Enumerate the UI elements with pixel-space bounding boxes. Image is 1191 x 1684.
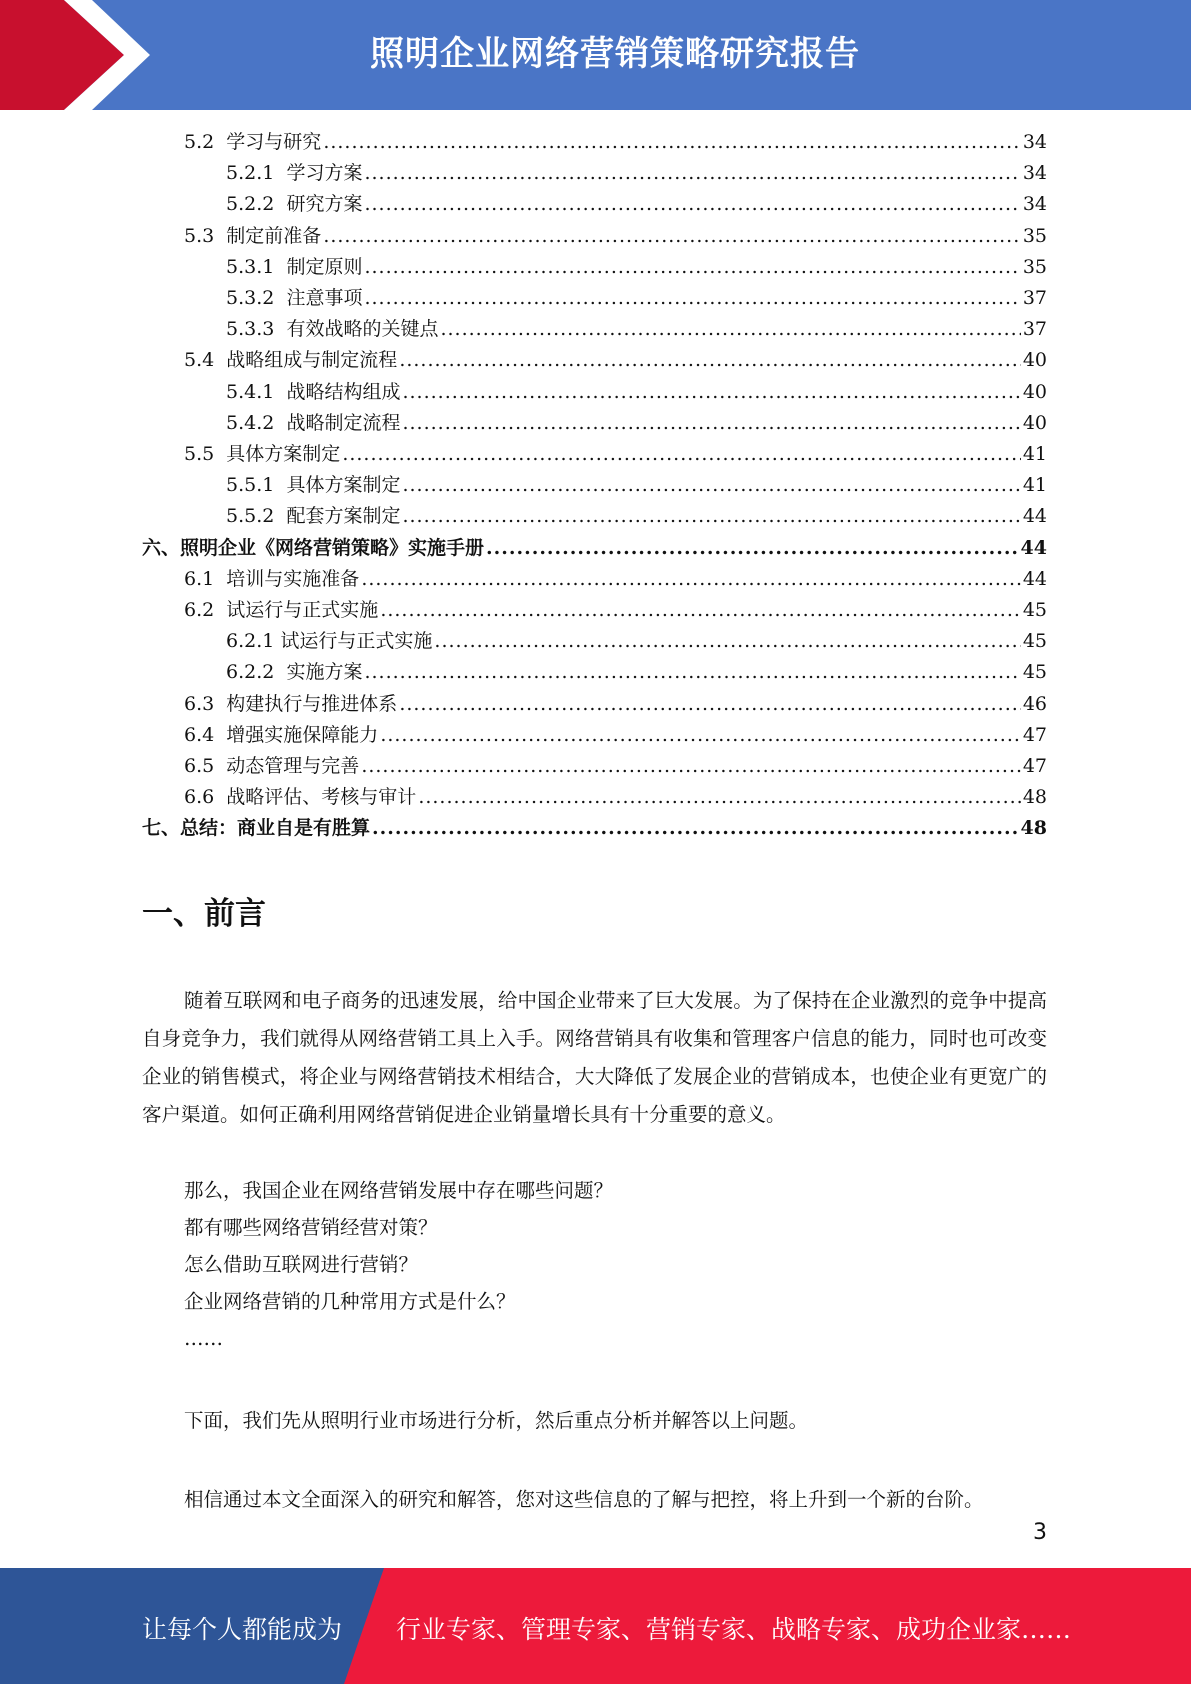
toc-leader-dots <box>364 287 1020 309</box>
toc-entry-number: 6.6 <box>184 786 227 809</box>
next-step-line: 下面，我们先从照明行业市场进行分析，然后重点分析并解答以上问题。 <box>184 1409 809 1432</box>
toc-entry-title: 学习方案 <box>286 162 363 185</box>
toc-entry-number: 5.3.3 <box>226 318 287 341</box>
toc-entry[interactable] <box>142 813 1047 844</box>
toc-entry-number: 6.2.2 <box>226 661 287 684</box>
toc-entry[interactable] <box>226 501 1047 532</box>
toc-entry[interactable] <box>184 127 1047 158</box>
toc-entry-page: 40 <box>1022 411 1047 434</box>
toc-entry-page: 35 <box>1022 255 1047 278</box>
toc-entry-page: 35 <box>1022 224 1047 247</box>
toc-leader-dots <box>323 131 1021 153</box>
toc-entry[interactable] <box>184 345 1047 376</box>
toc-entry[interactable] <box>184 439 1047 470</box>
header-arrow-decoration <box>0 0 170 110</box>
ellipsis-item: …… <box>184 1327 223 1350</box>
toc-entry-number: 5.2.2 <box>226 193 287 216</box>
toc-entry-title: 培训与实施准备 <box>226 567 360 590</box>
toc-entry[interactable] <box>184 564 1047 595</box>
toc-leader-dots <box>372 817 1019 839</box>
toc-leader-dots <box>402 474 1020 496</box>
toc-entry[interactable] <box>226 158 1047 189</box>
toc-entry[interactable] <box>184 595 1047 626</box>
toc-entry-number: 5.4.2 <box>226 411 287 434</box>
closing-line: 相信通过本文全面深入的研究和解答，您对这些信息的了解与把控，将上升到一个新的台阶。 <box>184 1488 984 1511</box>
toc-leader-dots <box>399 693 1021 715</box>
toc-entry-title: 学习与研究 <box>226 131 322 153</box>
toc-entry-title: 注意事项 <box>286 287 363 309</box>
toc-entry-number: 5.2.1 <box>226 162 287 185</box>
toc-entry-page: 41 <box>1022 474 1047 497</box>
toc-entry[interactable] <box>184 751 1047 782</box>
toc-entry[interactable] <box>184 221 1047 252</box>
toc-entry-title: 六、照明企业《网络营销策略》实施手册 <box>142 536 485 559</box>
toc-entry-page: 34 <box>1022 162 1047 185</box>
question-item: 都有哪些网络营销经营对策？ <box>184 1216 438 1239</box>
toc-leader-dots <box>364 256 1020 278</box>
toc-entry-number: 5.4 <box>184 349 227 372</box>
toc-entry-page: 37 <box>1022 287 1047 309</box>
toc-entry-title: 动态管理与完善 <box>226 755 360 777</box>
toc-entry-title: 战略结构组成 <box>286 380 401 403</box>
toc-entry-title: 增强实施保障能力 <box>226 723 379 746</box>
toc-entry[interactable] <box>226 252 1047 283</box>
toc-leader-dots <box>323 225 1021 247</box>
toc-entry[interactable] <box>226 189 1047 220</box>
toc-entry-number: 6.2 <box>184 599 227 621</box>
page-number: 3 <box>1033 1520 1047 1545</box>
toc-entry-page: 48 <box>1022 786 1047 809</box>
toc-entry-number: 5.5.1 <box>226 474 287 497</box>
toc-entry[interactable] <box>184 782 1047 813</box>
toc-entry-number: 6.4 <box>184 723 227 746</box>
report-title: 照明企业网络营销策略研究报告 <box>370 34 860 74</box>
intro-paragraph: 随着互联网和电子商务的迅速发展，给中国企业带来了巨大发展。为了保持在企业激烈的竞争中提高自身竞争力，我们就得从网络营销工具上入手。网络营销具有收集和管理客户信息的能力，同时也可改变企业的销售模式，将企业与网络营销技术相结合，大大降低了发展企业的营销成本，也使企业有更宽广的客户渠道。如何正确利用网络营销促进企业销量增长具有十分重要的意义。 <box>142 989 1047 1126</box>
page-header <box>0 0 1191 110</box>
toc-entry-number: 6.5 <box>184 755 227 777</box>
toc-entry-page: 48 <box>1020 817 1047 840</box>
footer-slogan-right: 行业专家、管理专家、营销专家、战略专家、成功企业家…… <box>396 1615 1072 1644</box>
toc-leader-dots <box>380 724 1021 746</box>
toc-leader-dots <box>418 786 1021 808</box>
toc-entry-page: 47 <box>1022 755 1047 777</box>
toc-leader-dots <box>342 443 1021 465</box>
toc-entry[interactable] <box>184 689 1047 720</box>
toc-entry-title: 实施方案 <box>286 661 363 684</box>
toc-entry-number: 5.2 <box>184 131 227 153</box>
toc-entry[interactable] <box>226 283 1047 314</box>
toc-entry-title: 七、总结：商业自是有胜算 <box>142 817 371 840</box>
toc-entry-page: 34 <box>1022 131 1047 153</box>
question-item: 怎么借助互联网进行营销？ <box>184 1253 419 1276</box>
toc-entry-number: 5.3.2 <box>226 287 287 309</box>
toc-leader-dots <box>364 661 1020 683</box>
toc-entry-page: 41 <box>1022 443 1047 465</box>
toc-entry-title: 制定前准备 <box>226 224 322 247</box>
toc-entry[interactable] <box>226 377 1047 408</box>
question-list <box>184 1172 613 1357</box>
toc-entry[interactable] <box>184 720 1047 751</box>
toc-entry-number: 5.5.2 <box>226 505 287 528</box>
toc-entry[interactable] <box>226 626 1047 657</box>
toc-entry-page: 46 <box>1022 692 1047 715</box>
toc-entry-page: 40 <box>1022 349 1047 372</box>
toc-leader-dots <box>402 412 1020 434</box>
toc-leader-dots <box>361 568 1021 590</box>
toc-entry-title: 构建执行与推进体系 <box>226 692 398 715</box>
toc-entry-title: 研究方案 <box>286 193 363 216</box>
toc-leader-dots <box>486 537 1019 559</box>
toc-entry-page: 45 <box>1022 630 1047 653</box>
toc-entry-number: 5.3 <box>184 224 227 247</box>
section-heading: 一、前言 <box>142 896 266 932</box>
toc-leader-dots <box>380 599 1021 621</box>
toc-leader-dots <box>402 381 1020 403</box>
toc-entry-number: 6.3 <box>184 692 227 715</box>
toc-leader-dots <box>402 505 1020 527</box>
toc-entry-title: 具体方案制定 <box>286 474 401 497</box>
toc-entry-title: 战略评估、考核与审计 <box>226 786 417 809</box>
footer-slogan-left: 让每个人都能成为 <box>142 1615 343 1644</box>
toc-entry-page: 34 <box>1022 193 1047 216</box>
page-footer <box>0 1568 1191 1684</box>
toc-entry-page: 44 <box>1020 536 1047 559</box>
toc-leader-dots <box>364 193 1020 215</box>
toc-entry-title: 有效战略的关键点 <box>286 318 439 341</box>
toc-entry-number: 6.2.1 <box>226 630 281 653</box>
toc-leader-dots <box>361 755 1021 777</box>
toc-entry-title: 具体方案制定 <box>226 443 341 465</box>
toc-entry-number: 5.4.1 <box>226 380 287 403</box>
toc-entry-title: 配套方案制定 <box>286 505 401 528</box>
toc-entry-number: 5.5 <box>184 443 227 465</box>
toc-entry-title: 制定原则 <box>286 255 363 278</box>
toc-entry[interactable] <box>226 470 1047 501</box>
toc-entry-page: 37 <box>1022 318 1047 341</box>
toc-entry-number: 5.3.1 <box>226 255 287 278</box>
toc-leader-dots <box>434 630 1020 652</box>
toc-entry-page: 44 <box>1022 505 1047 528</box>
toc-entry[interactable] <box>226 657 1047 688</box>
toc-leader-dots <box>399 349 1021 371</box>
toc-entry-title: 试运行与正式实施 <box>280 630 433 653</box>
toc-entry-title: 战略制定流程 <box>286 411 401 434</box>
toc-entry-number: 6.1 <box>184 567 227 590</box>
toc-entry-title: 战略组成与制定流程 <box>226 349 398 372</box>
toc-entry-page: 47 <box>1022 723 1047 746</box>
toc-entry[interactable] <box>226 408 1047 439</box>
toc-leader-dots <box>364 162 1020 184</box>
question-item: 那么，我国企业在网络营销发展中存在哪些问题？ <box>184 1179 614 1202</box>
toc-entry-page: 40 <box>1022 380 1047 403</box>
toc-entry-page: 45 <box>1022 599 1047 621</box>
toc-entry-page: 45 <box>1022 661 1047 684</box>
toc-entry-title: 试运行与正式实施 <box>226 599 379 621</box>
toc-leader-dots <box>440 318 1020 340</box>
question-item: 企业网络营销的几种常用方式是什么？ <box>184 1290 516 1313</box>
toc-entry[interactable] <box>226 314 1047 345</box>
toc-entry[interactable] <box>142 533 1047 564</box>
toc-entry-page: 44 <box>1022 567 1047 590</box>
